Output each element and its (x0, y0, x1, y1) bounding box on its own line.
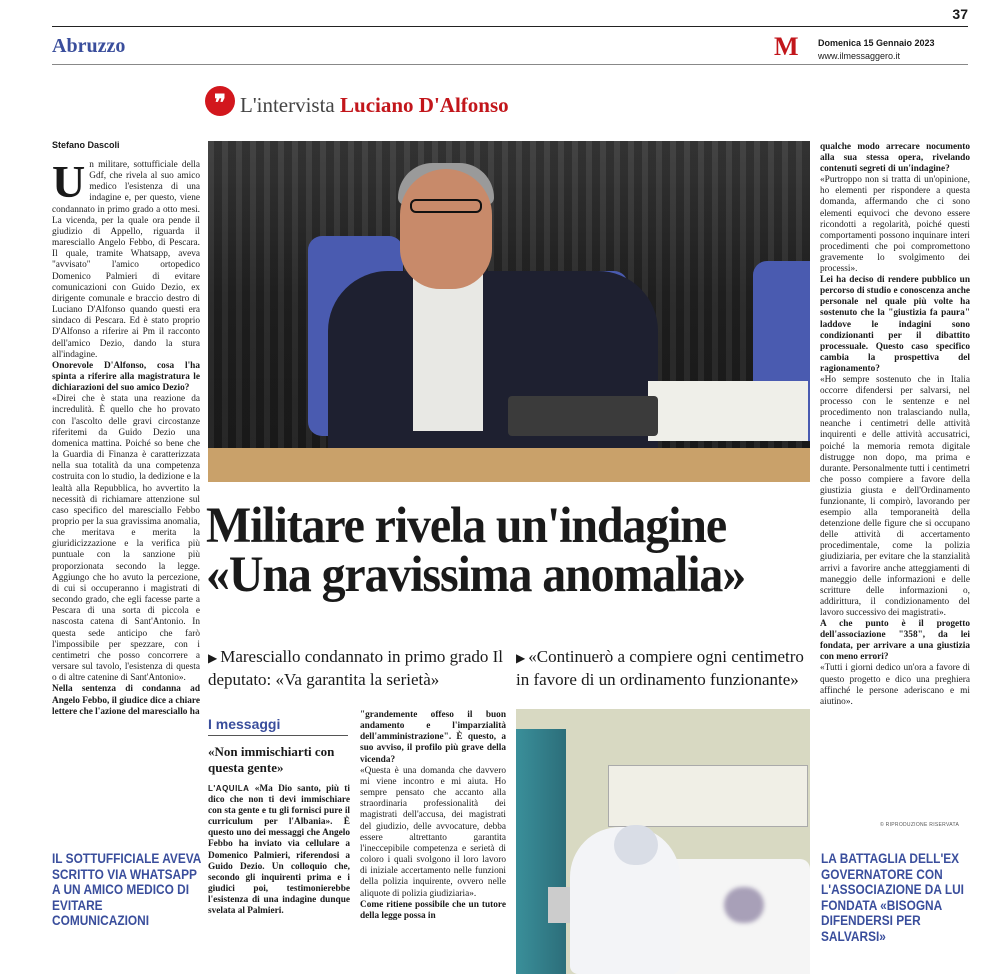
quote-bubble-icon: ❞ (205, 86, 235, 116)
hospital-photo (516, 709, 810, 974)
kicker-label: L'intervista (240, 93, 335, 117)
subhead-left-text: Maresciallo condannato in primo grado Il deputato: «Va garantita la serietà» (208, 647, 504, 689)
masthead-date: Domenica 15 Gennaio 2023 (818, 38, 935, 48)
question-1: Onorevole D'Alfonso, cosa l'ha spinta a riferire alla magistratura le dichiarazioni del suo amico Dezio? (52, 360, 200, 394)
answer-2: «Questa è una domanda che davvero mi viene incontro e mi aiuta. Ho sempre pensato che accanto alla straordinaria professionalità dei magistrati dell'accusa, dei magistrati del giudizio, delle avvocature, debba essere altrettanto garantita l'ineccepibile competenza e serietà di coloro i quali svolgono il loro lavoro di iniziale accertamento nelle funzioni della polizia inquirente, ovvero nelle aliquote di polizia giudiziaria». (360, 765, 506, 899)
top-rule (52, 26, 968, 27)
kicker-name: Luciano D'Alfonso (340, 93, 509, 117)
question-2: Nella sentenza di condanna ad Angelo Febbo, il giudice dice a chiare lettere che l'azione del maresciallo ha (52, 684, 200, 717)
dropcap: U (52, 156, 86, 207)
question-5: A che punto è il progetto dell'associazione "358", da lei fondata, per arrivare a una giustizia con meno errori? (820, 619, 970, 663)
subhead-left (208, 646, 508, 690)
question-2-cont: "grandemente offeso il buon andamento e l'imparzialità dell'amministrazione". È questo, a suo avviso, il profilo più grave della vicenda? (360, 710, 506, 765)
article-column-middle (360, 710, 506, 922)
triangle-right-icon: ▶ (516, 651, 526, 665)
triangle-right-icon: ▶ (208, 651, 218, 665)
copyright-credit: © RIPRODUZIONE RISERVATA (880, 822, 960, 828)
article-intro: n militare, sottufficiale della Gdf, che rivela al suo amico medico l'esistenza di una indagine e, per questo, viene condannato in primo grado a otto mesi. La vicenda, per la quale ora pende il giudizio di Appello, riguarda il maresciallo Angelo Febbo, di Pescara. Il quale, tramite Whatsapp, aveva "avvisato" l'amico ortopedico Domenico Palmieri di evitare comunicazioni con Guido Dezio, ex dirigente comunale e braccio destro di Luciano D'Alfonso quando questi era sindaco di Pescara. Ed è stato proprio D'Alfonso a riferire ai Pm il racconto dell'amico Dezio, dando la stura all'indagine. (52, 160, 200, 360)
article-column-left (52, 156, 200, 718)
page-number: 37 (952, 6, 968, 22)
section-title: Abruzzo (52, 35, 126, 57)
pullquote-right: LA BATTAGLIA DELL'EX GOVERNATORE CON L'ASSOCIAZIONE DA LUI FONDATA «BISOGNA DIFENDERSI PER SALVARSI» (821, 851, 964, 944)
answer-3: «Purtroppo non si tratta di un'opinione, ho elementi per rispondere a questa domanda, affermando che ci sono elementi equivoci che devono essere ricondotti a regolarità, poiché questi comportamenti possono inquinare interi procedimenti che poi compromettono gravemente lo svolgimento dei processi». (820, 175, 970, 275)
subhead-right (516, 646, 816, 690)
masthead-site: www.ilmessaggero.it (818, 51, 901, 61)
dateline: L'AQUILA (208, 784, 250, 793)
question-4: Lei ha deciso di rendere pubblico un percorso di studio e conoscenza anche personale nel quale più volte ha sostenuto che la "giustizia fa paura" laddove le indagini sono condizionanti per il dibattito processuale. Questo caso specifico cambia la prospettiva del ragionamento? (820, 275, 970, 374)
headline-line-2: «Una gravissima anomalia» (206, 547, 746, 603)
messages-box-title: «Non immischiarti con questa gente» (208, 744, 335, 775)
answer-1: «Direi che è stata una reazione da incredulità. È quello che ho provato con l'ascolto delle gravi circostanze riferitemi da Guido Dezio una domenica mattina. Poiché so bene che la Guardia di Finanza è caratterizzata nella sua totalità da una competenza costruita con lo studio, la dedizione e la lealtà alla Repubblica, ho avvertito la necessità di richiamare attenzione sul caso specifico del maresciallo Febbo proprio per la sua gravissima anomalia, che meritava e merita la giuridicizzazione e la verifica più puntuale con la sanzione più proporzionata secondo la legge. Aggiungo che ho avuto la percezione, di cui si occuperanno i magistrati di secondo grado, che egli facesse parte a Pescara di una sorta di piccola e nascosta catena di Sant'Antonio. In questa sede anticipo che farò l'impossibile per spezzare, con i centimetri che posso concorrere a versare sul tavolo, l'esistenza di questa o di altre catenine di Sant'Antonio». (52, 394, 200, 684)
question-3: Come ritiene possibile che un tutore della legge possa in (360, 899, 506, 921)
masthead-logo: M (774, 32, 799, 61)
answer-5: «Tutti i giorni dedico un'ora a favore di questo progetto e dico una preghiera affinché le persone aderiscano e mi aiutino». (820, 663, 970, 707)
subhead-right-text: «Continuerò a compiere ogni centimetro in favore di un ordinamento funzionante» (516, 647, 804, 689)
main-photo (208, 141, 810, 482)
question-3-cont: qualche modo arrecare nocumento alla sua stessa opera, rivelando contenuti segreti di un'indagine? (820, 142, 970, 175)
article-column-right (820, 142, 970, 708)
byline: Stefano Dascoli (52, 140, 120, 150)
headline (206, 498, 774, 603)
messages-box-header: I messaggi (208, 716, 348, 736)
pullquote-left: IL SOTTUFFICIALE AVEVA SCRITTO VIA WHATSAPP A UN AMICO MEDICO DI EVITARE COMUNICAZIONI (52, 851, 201, 928)
messages-box-text: «Ma Dio santo, più ti dico che non ti devi immischiare con sta gente e tu gli fornisci pure il curriculum per l'Albania». È questo uno dei messaggi che Angelo Febbo ha inviato via cellulare a Domenico Palmieri, riferendosi a Guido Dezio. Un colloquio che, secondo gli inquirenti prima e i giudici poi, testimonierebbe l'esistenza di una indagine dunque svelata al Palmieri. (208, 784, 350, 917)
header-rule (52, 64, 968, 65)
answer-4: «Ho sempre sostenuto che in Italia occorre difendersi per salvarsi, nel processo con le sentenze e nel procedimento non tralasciando nulla, neanche i centimetri delle attività inquirenti e delle attività accusatrici, poiché la memoria remota digitale distrugge non dopo, ma prima e durante. Personalmente tutti i centimetri che posso compiere a favore della giustizia giusta e dell'Ordinamento funzionante, li compirò, lavorando per esempio alla temporaneità della detenzione delle figure che si occupano delle attività di accertamento procedimentale, come la polizia giudiziaria, per evitare che la stanzialità arrivi a favorire anche atteggiamenti di maneggio delle informazioni e delle scritture delle informazioni o, addirittura, il condizionamento del lavoro successivo dei magistrati». (820, 374, 970, 618)
messages-box-body (208, 783, 350, 917)
headline-line-1: Militare rivela un'indagine (206, 498, 726, 554)
kicker (240, 93, 509, 118)
